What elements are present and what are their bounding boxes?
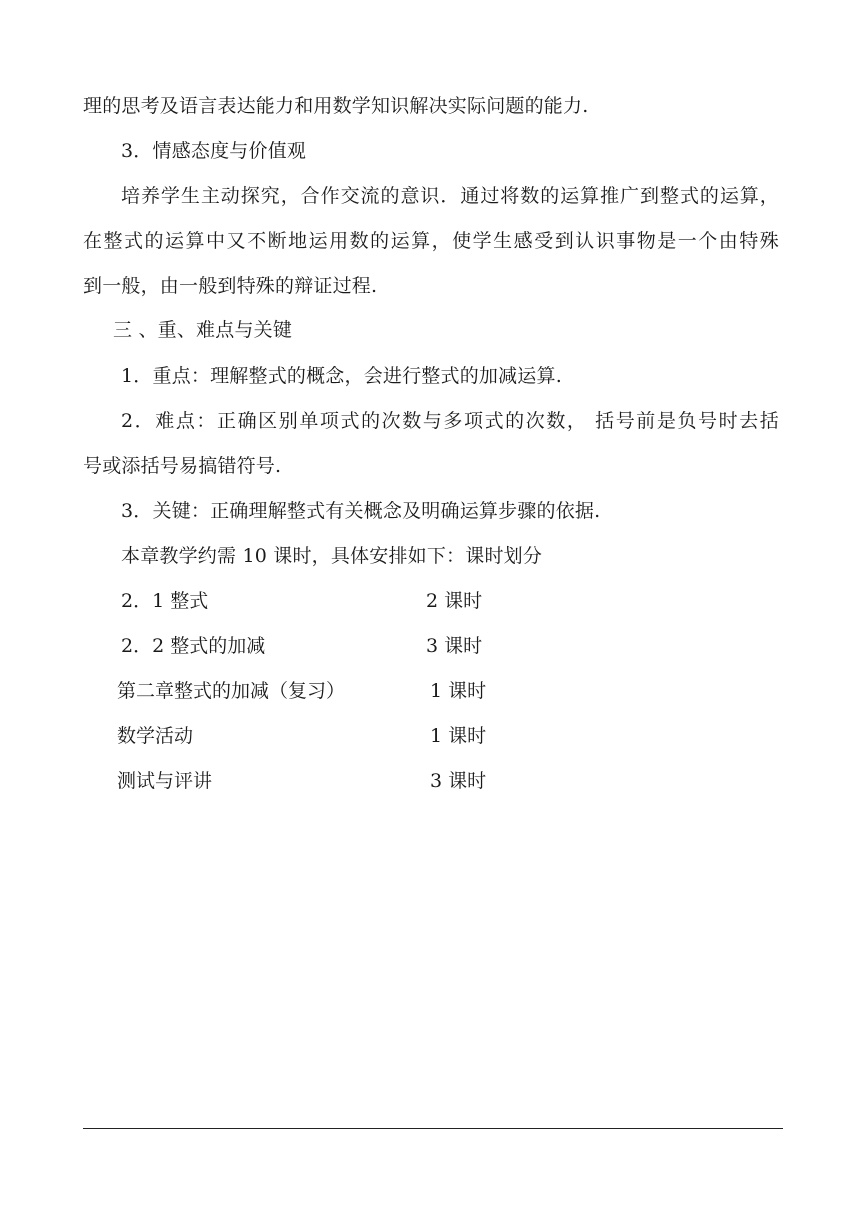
section-heading-key-points: 三 、重、难点与关键 <box>113 319 293 341</box>
section-heading-attitude: 3．情感态度与价值观 <box>121 140 307 162</box>
schedule-item-hours: 3 课时 <box>430 770 487 792</box>
paragraph-line: 1．重点：理解整式的概念，会进行整式的加减运算. <box>121 365 562 387</box>
schedule-item-name: 测试与评讲 <box>117 770 213 792</box>
schedule-item-hours: 2 课时 <box>426 590 483 612</box>
schedule-item-name: 2．2 整式的加减 <box>121 635 266 657</box>
schedule-item-name: 2．1 整式 <box>121 590 209 612</box>
schedule-item-name: 第二章整式的加减（复习） <box>117 680 346 702</box>
paragraph-line: 本章教学约需 10 课时，具体安排如下：课时划分 <box>121 545 543 567</box>
schedule-item-hours: 3 课时 <box>426 635 483 657</box>
paragraph-line: 培养学生主动探究，合作交流的意识．通过将数的运算推广到整式的运算， <box>121 185 779 207</box>
paragraph-line: 3．关键：正确理解整式有关概念及明确运算步骤的依据. <box>121 500 601 522</box>
schedule-item-hours: 1 课时 <box>430 725 487 747</box>
schedule-item-hours: 1 课时 <box>430 680 487 702</box>
footer-divider <box>83 1128 783 1129</box>
paragraph-line: 到一般，由一般到特殊的辩证过程. <box>83 275 378 297</box>
paragraph-line: 理的思考及语言表达能力和用数学知识解决实际问题的能力. <box>83 95 589 117</box>
schedule-item-name: 数学活动 <box>117 725 194 747</box>
paragraph-line: 2．难点：正确区别单项式的次数与多项式的次数， 括号前是负号时去括 <box>121 410 779 432</box>
paragraph-line: 在整式的运算中又不断地运用数的运算，使学生感受到认识事物是一个由特殊 <box>83 230 779 252</box>
paragraph-line: 号或添括号易搞错符号. <box>83 455 282 477</box>
